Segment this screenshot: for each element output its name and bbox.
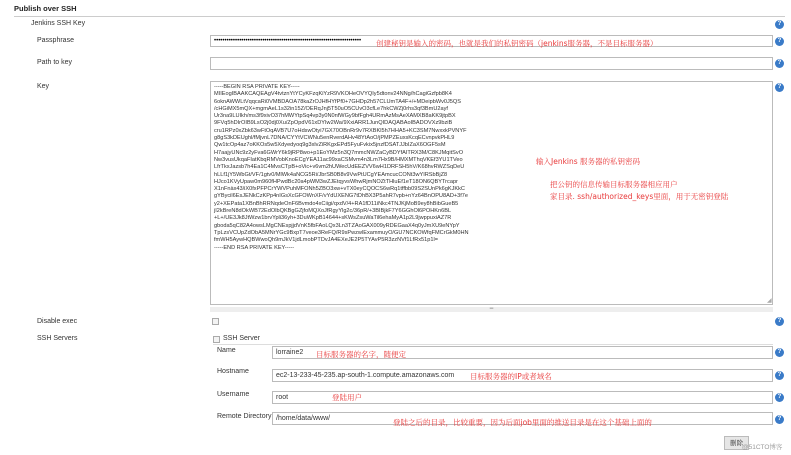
- key-label: Key: [37, 83, 50, 90]
- help-icon[interactable]: ?: [775, 317, 784, 326]
- server-name-label: Name: [217, 347, 236, 354]
- help-icon[interactable]: ?: [775, 415, 784, 424]
- ssh-server-checkbox[interactable]: [213, 336, 220, 343]
- hostname-label: Hostname: [217, 368, 249, 375]
- textarea-resize-handle[interactable]: ═: [210, 307, 773, 312]
- key-annotation-2: 把公钥的信息传输目标服务器相应用户: [550, 180, 678, 189]
- section-divider: [14, 16, 785, 17]
- disable-exec-checkbox[interactable]: [212, 318, 219, 325]
- username-label: Username: [217, 391, 250, 398]
- hostname-input[interactable]: ec2-13-233-45-235.ap-south-1.compute.amazonaws.com: [272, 369, 773, 382]
- help-icon[interactable]: ?: [775, 393, 784, 402]
- hostname-annotation: 目标服务器的IP或者域名: [470, 372, 552, 381]
- help-icon[interactable]: ?: [775, 37, 784, 46]
- server-name-input[interactable]: lorraine2: [272, 346, 773, 359]
- help-icon[interactable]: ?: [775, 371, 784, 380]
- remote-directory-label: Remote Directory: [217, 413, 272, 420]
- resize-grip-icon[interactable]: ◢: [767, 298, 772, 304]
- key-annotation-3: 家目录. ssh/authorized_keys里面，用于无密钥登陆: [550, 192, 729, 201]
- ssh-server-header: SSH Server: [223, 335, 260, 342]
- watermark-text: @51CTO博客: [742, 444, 783, 451]
- help-icon[interactable]: ?: [775, 83, 784, 92]
- ssh-servers-label: SSH Servers: [37, 335, 78, 342]
- passphrase-annotation: 创建秘钥是输入的密码，也就是我们的私钥密码（jenkins服务器，不是目标服务器）: [376, 39, 658, 48]
- username-annotation: 登陆用户: [332, 393, 362, 402]
- help-icon[interactable]: ?: [775, 348, 784, 357]
- path-to-key-label: Path to key: [37, 59, 73, 66]
- passphrase-label: Passphrase: [37, 37, 74, 44]
- help-icon[interactable]: ?: [775, 20, 784, 29]
- server-name-annotation: 目标服务器的名字，随便定: [316, 350, 406, 359]
- jenkins-ssh-key-header: Jenkins SSH Key: [31, 20, 86, 27]
- key-annotation-1: 输入Jenkins 服务器的私钥密码: [536, 157, 641, 166]
- disable-exec-label: Disable exec: [37, 318, 78, 325]
- delete-server-button[interactable]: 删除: [724, 436, 749, 450]
- help-icon[interactable]: ?: [775, 59, 784, 68]
- remote-directory-annotation: 登陆之后的目录，比较重要，因为后面job里面的推送目录是在这个基础上面的: [393, 418, 652, 427]
- path-to-key-input[interactable]: [210, 57, 773, 70]
- username-input[interactable]: root: [272, 391, 773, 404]
- remote-directory-input[interactable]: /home/data/www/: [272, 412, 773, 425]
- ssh-server-divider: [213, 344, 773, 345]
- section-title: Publish over SSH: [14, 4, 77, 13]
- key-textarea[interactable]: -----BEGIN RSA PRIVATE KEY----- MIIEogIBAAKCAQEAgV4tvtznYtYCyKFzqKiYzR9VKOHeOVYQIy5dtonv24NNg/hCagiGzfpb8K4 6oknAWWLtVqqcaRi0VMBDAOA78kaZrOJHfHYfPf0+7GHDp2h57CLUmTA4F+/+MDeipbWv0J5QS /cHGiMX5mQX+mgmAeL1s32in15Z/OERqJnj5T50uO5CUvO3cfLe7hkCWZj0rhs3qf3BmU2ayf Ur3na9LUIkh/ms3f9xivO37hMWYtpSq4vp3y0N0nfWGy9bfFgh4URmAzMsAeXAMXB8aKK9jtpBX 9FVq5hDIrOIB9LsO2j0dj0Xu/ZpOpdV61xDYIw2Wa/9XxiARR1JunQIDAQABAoIBADOVXz9bziB cru1RPz0xZbk63wFtOqAVB7U7oHdswOtyi7GX70OBnRr9v7RXBKl5h7HHA5+KC3SM7NwxxkPVNYF g8gS3kDEUghl/fMjvnL7DNA/CYYtVCWNu5enRverdAHv48YtAoO/jPMPZEuxsKcqECvnpvkPHL9 Qw1tcOp4az7oKKOs5w5Xdyedyoq9g3xlvZiRKgxEPd5FyuFvkix5jnzfDSATJJbIZaX6OGF5sM H7aajyUNc9z2yFva6GWrY6k9jRP8wo+p1EoYMz5n3Q7mmcNWZaCyBDYfAITRX3M/C8KJMqitSvO Nw3vusUkqaFIatKbqRMVobKnoECgYEA11ac99xaCSMvm4n3Lm7Hx9B/HMXMThqVKEf3YU1TVeo LfrTkxJazsb7h4Ea1C4MvsCTpB+oVic+v6vm2hUWecUdEEZVV6wH1DRFSH5hV/K68hvRWZSqDeU hLLf1jY5WbGt/VF/1gtv0/MlWk4aNCG5Ri/JbrSB0B8v9VwPtUCgYEAmcucCONt3wYIRSbBjZ8 HJco1KVyUpaw0m960fHPwdBc20a4pWM3wZJEtqyvsWhwRjmNOZtTHluEf1eT18ON6QBYTrcapr X1nFnàx43/iX0fxPFPCrYWVPuhMFONh5ZBO3xw+vTX0eyCQOCS6wRq1tffbb09S2SUnPk6gKJKkC gYBycil6EsJENkCzKPp4nIGsXcGFOWnXF/vYdUXENG7tDhBX3P5ahR7vpb+nYz64BnOPU8AD+3f7e y2+XEPata1XBnBhRRNqdeOnF6Bvmdo4xCiigi/qxdV/4+RA1fD11iNkc4TNJKjMoB9ey8hBibGueB5 jI2kBreN8dOkWB72EdOlbQKBgGZjfoMQXoJfRgyYlg2c/36pR/+3BIBjkF7Y6GGhOl6POHKn6BL +L+/UE3Jk8JtWzw1brvYpli36yh+3DuWKpB14644+sKWsZsuWaTil6ehaMyA1p2L9jwppuxiAZ7R gboda5qC82A4owsLMgCNEspjjdVnK5fbFAoLQx3Ln3TZAoGAX009yRDEGaaX4q0yJmXU9eNYpY TpLzsVCUpZdObA5MNrYGc9BxpT7veoe3ReFQ/R9sPwzwlExammuyO/GU7NCKOWfqFMCrGkM0HN fmWH5AywHQBWwoQh9mJkV1jdLmobPTDvJA4EXeJE2P5TYAvP5R3zzNVf1LfRx51p1l= -----END RSA PRIVATE KEY-----: [210, 81, 773, 305]
